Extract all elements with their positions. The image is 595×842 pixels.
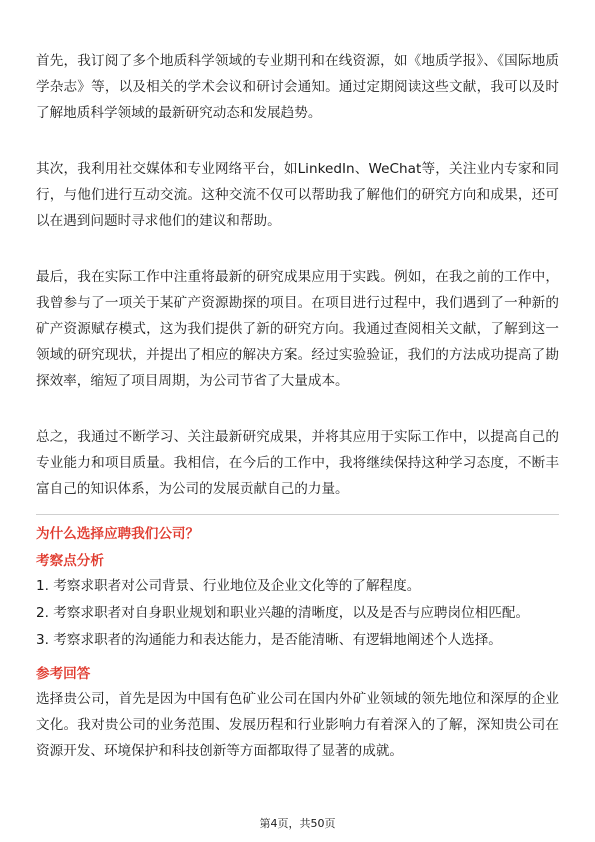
interview-question: 为什么选择应聘我们公司？ — [36, 526, 200, 542]
paragraph-summary: 总之，我通过不断学习、关注最新研究成果，并将其应用于实际工作中，以提高自己的专业能力和项目质量。我相信，在今后的工作中，我将继续保持这种学习态度，不断丰富自己的知识体系，为公司的发展贡献自己的力量。 — [36, 429, 559, 497]
analysis-list — [36, 573, 559, 654]
analysis-heading: 考察点分析 — [36, 553, 104, 569]
paragraph-social-media: 其次，我利用社交媒体和专业网络平台，如LinkedIn、WeChat等，关注业内专家和同行，与他们进行互动交流。这种交流不仅可以帮助我了解他们的研究方向和成果，还可以在遇到问题时寻求他们的建议和帮助。 — [36, 161, 559, 229]
list-item: 1. 考察求职者对公司背景、行业地位及企业文化等的了解程度。 — [36, 578, 421, 594]
list-item: 2. 考察求职者对自身职业规划和职业兴趣的清晰度，以及是否与应聘岗位相匹配。 — [36, 605, 530, 621]
section-divider — [36, 514, 559, 515]
reference-heading: 参考回答 — [36, 666, 91, 682]
paragraph-practice: 最后，我在实际工作中注重将最新的研究成果应用于实践。例如，在我之前的工作中，我曾参与了一项关于某矿产资源勘探的项目。在项目进行过程中，我们遇到了一种新的矿产资源赋存模式，这为我们提供了新的研究方向。我通过查阅相关文献，了解到这一领域的研究现状，并提出了相应的解决方案。经过实验验证，我们的方法成功提高了勘探效率，缩短了项目周期，为公司节省了大量成本。 — [36, 269, 559, 389]
page-number: 第4页，共50页 — [259, 817, 336, 830]
paragraph-subscriptions: 首先，我订阅了多个地质科学领域的专业期刊和在线资源，如《地质学报》、《国际地质学杂志》等，以及相关的学术会议和研讨会通知。通过定期阅读这些文献，我可以及时了解地质科学领域的最新研究动态和发展趋势。 — [36, 53, 559, 121]
list-item: 3. 考察求职者的沟通能力和表达能力，是否能清晰、有逻辑地阐述个人选择。 — [36, 632, 502, 648]
reference-answer: 选择贵公司，首先是因为中国有色矿业公司在国内外矿业领域的领先地位和深厚的企业文化。我对贵公司的业务范围、发展历程和行业影响力有着深入的了解，深知贵公司在资源开发、环境保护和科技创新等方面都取得了显著的成就。 — [36, 691, 559, 759]
